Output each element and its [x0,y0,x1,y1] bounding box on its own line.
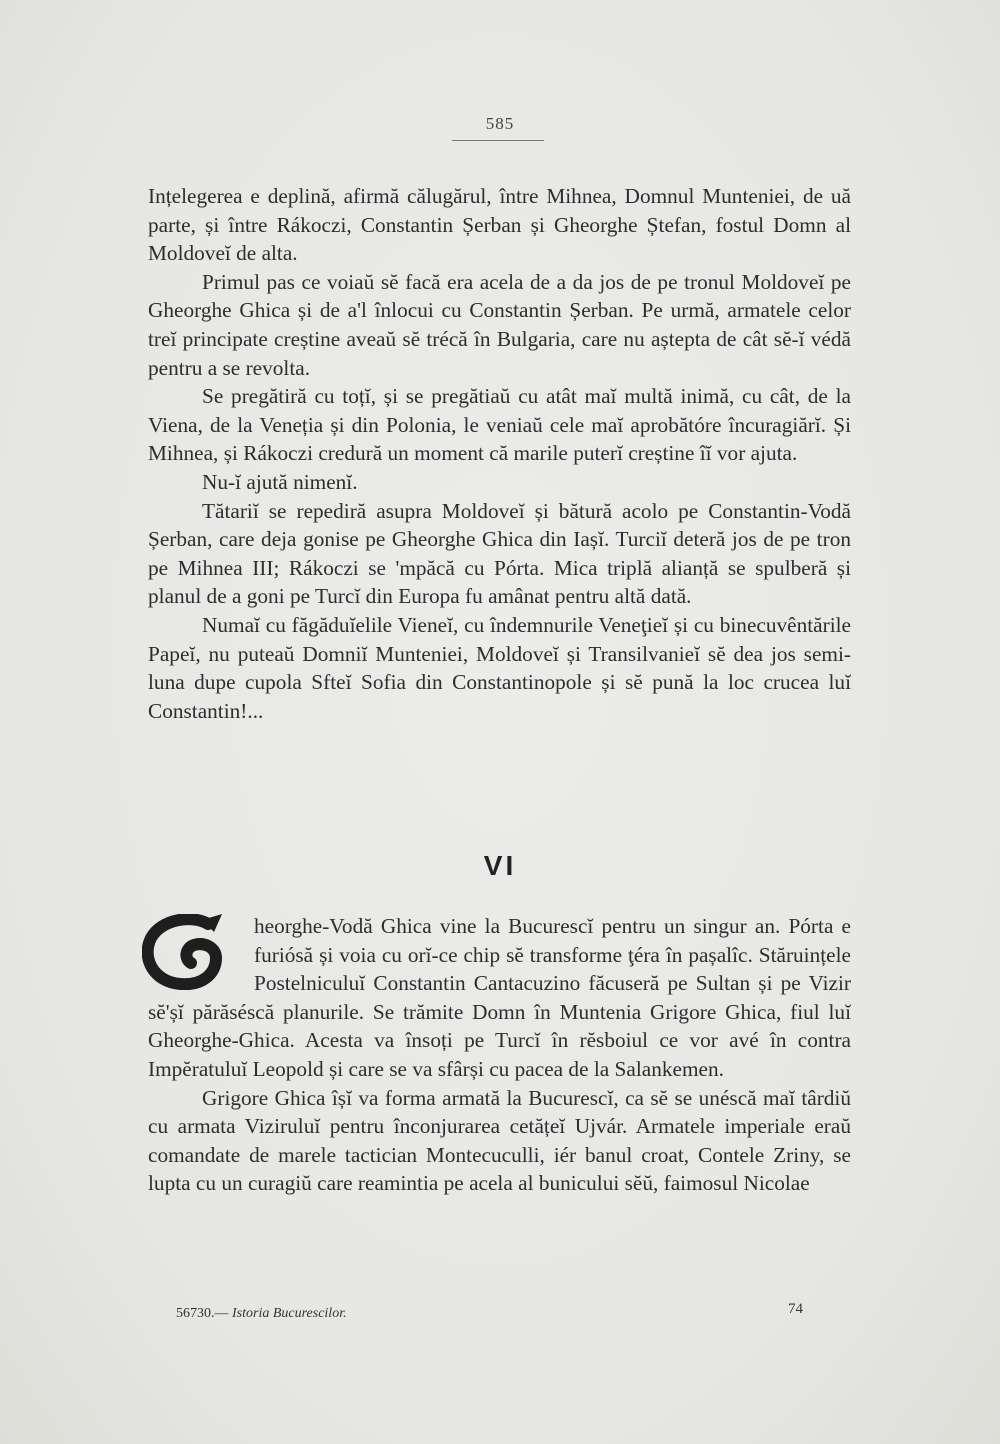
dropcap-g [142,914,250,990]
signature-number: 56730.— [176,1306,229,1321]
paragraph: Grigore Ghica îșĭ va forma armată la Bucurescĭ, ca sĕ se unéscă maĭ târdiŭ cu armata Viziruluĭ pentru înconjurarea cetățeĭ Ujvár. Armatele imperiale eraŭ comandate de marele tactician Montecuculli, iér banul croat, Contele Zriny, se lupta cu un curagiŭ care reamintia pe acela al bunicului sĕŭ, faimosul Nicolae [148,1085,851,1196]
footer-signature [176,1306,347,1322]
page-number: 585 [485,114,515,133]
page-number-rule [452,140,544,141]
paragraph: Primul pas ce voiaŭ sĕ facă era acela de a da jos de pe tronul Moldoveĭ pe Gheorghe Ghica și de a'l înlocui cu Constantin Șerban. Pe urmă, armatele celor treĭ principate creștine aveaŭ sĕ trécă în Bulgaria, care nu aștepta de cât sĕ-ĭ védă pentru a se revolta. [148,269,851,380]
text-block-bottom [148,912,851,1198]
paragraph: Se pregătiră cu toțĭ, și se pregătiaŭ cu atât maĭ multă inimă, cu cât, de la Viena, de la Veneția și din Polonia, le veniaŭ cele maĭ aprobătóre încuragiărĭ. Și Mihnea, și Rákoczi credură un moment că marile puterĭ creștine îĭ vor ajuta. [148,384,851,466]
paragraph: Numaĭ cu făgăduĭelile Vieneĭ, cu îndemnurile Veneţieĭ și cu binecuvêntările Papeĭ, nu puteaŭ Domniĭ Munteniei, Moldoveĭ și Transilvanieĭ sĕ dea jos semi-luna dupe cupola Sfteĭ Sofia din Constantinopole și sĕ pună la loc crucea luĭ Constantin!... [148,612,851,723]
dropcap-letter-icon [142,914,250,990]
signature-title: Istoria Bucurescilor. [232,1306,347,1321]
section-heading: VI [483,850,517,881]
sheet-number: 74 [788,1301,803,1317]
paragraph: heorghe-Vodă Ghica vine la Bucurescĭ pentru un singur an. Pórta e furiósă și voia cu orĭ-ce chip sĕ transforme ţéra în pașalîc. Stăruințele Postelniculuĭ Constantin Cantacuzino făcuseră pe Sultan și pe Vizir sĕ'șĭ părăséscă planurile. Se trămite Domn în Muntenia Grigore Ghica, fiul luĭ Gheorghe-Ghica. Acesta va însoți pe Turcĭ în rĕsboiul ce vor avé în contra Impĕratuluĭ Leopold și care se va sfârși cu pacea de la Salankemen. [148,914,851,1081]
text-block-top [148,182,851,725]
paragraph: Tătariĭ se repediră asupra Moldoveĭ și bătură acolo pe Constantin-Vodă Șerban, care deja gonise pe Gheorghe Ghica din Iașĭ. Turciĭ deteră jos de pe tron pe Mihnea III; Rákoczi se 'mpăcă cu Pórta. Mica triplă alianță se spulberă și planul de a goni pe Turcĭ din Europa fu amânat pentru altă dată. [148,498,851,609]
paragraph: Ințelegerea e deplină, afirmă călugărul, între Mihnea, Domnul Munteniei, de uă parte, și între Rákoczi, Constantin Șerban și Gheorghe Ștefan, fostul Domn al Moldoveĭ de alta. [148,184,851,266]
paragraph: Nu-ĭ ajută nimenĭ. [202,469,358,494]
